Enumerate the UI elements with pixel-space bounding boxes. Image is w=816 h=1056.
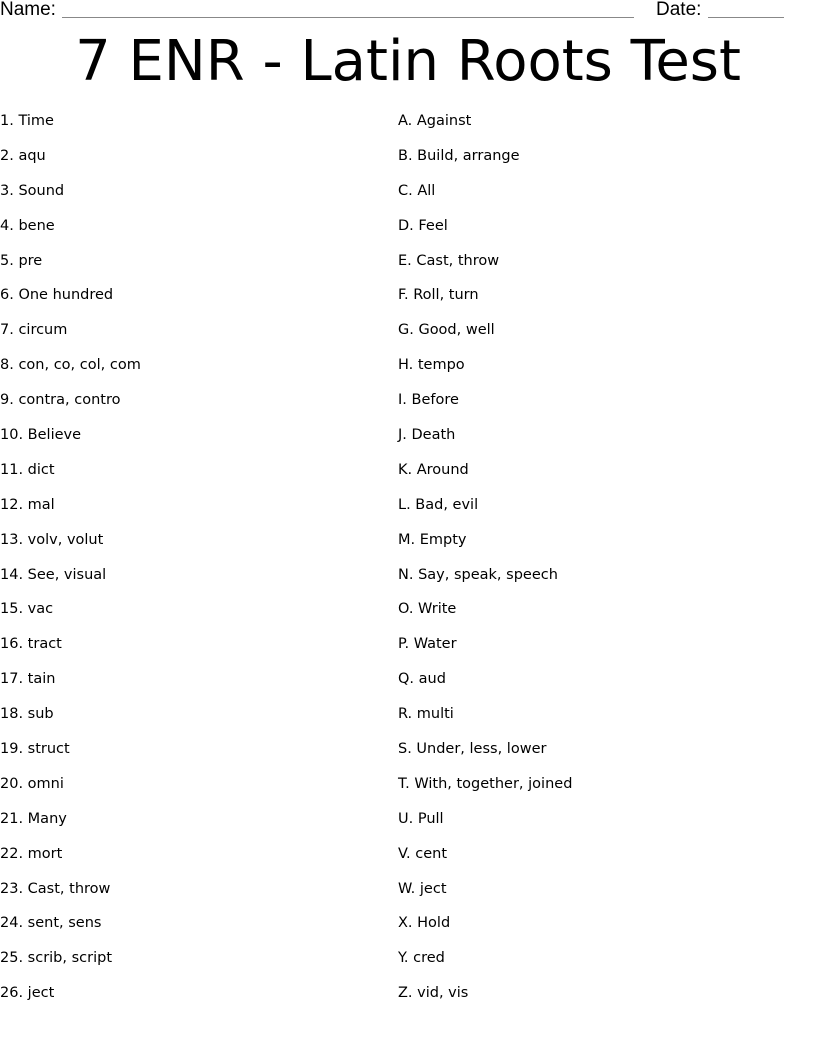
name-label: Name:	[0, 0, 56, 20]
answer-item: Z. vid, vis	[398, 985, 469, 1002]
question-item: 10. Believe	[0, 427, 82, 444]
answer-item: N. Say, speak, speech	[398, 566, 558, 583]
question-item: 2. aqu	[0, 147, 46, 164]
date-blank-line[interactable]	[708, 17, 784, 18]
answer-item: X. Hold	[398, 915, 451, 932]
answer-item: K. Around	[398, 461, 469, 478]
question-item: 3. Sound	[0, 182, 65, 199]
answer-item: S. Under, less, lower	[398, 741, 547, 758]
question-item: 15. vac	[0, 601, 54, 618]
answer-item: T. With, together, joined	[398, 775, 573, 792]
question-item: 22. mort	[0, 845, 63, 862]
question-item: 4. bene	[0, 217, 55, 234]
question-item: 13. volv, volut	[0, 531, 104, 548]
question-item: 9. contra, contro	[0, 392, 121, 409]
date-label: Date:	[656, 0, 702, 20]
answer-item: Q. aud	[398, 671, 446, 688]
page-title: 7 ENR - Latin Roots Test	[75, 29, 741, 94]
answer-item: C. All	[398, 182, 436, 199]
answer-item: E. Cast, throw	[398, 252, 500, 269]
answer-item: W. ject	[398, 880, 447, 897]
answer-item: J. Death	[398, 427, 456, 444]
header	[0, 0, 816, 24]
answer-item: O. Write	[398, 601, 457, 618]
question-item: 1. Time	[0, 113, 54, 129]
question-item: 21. Many	[0, 810, 67, 827]
question-item: 19. struct	[0, 741, 70, 758]
question-item: 11. dict	[0, 461, 55, 478]
questions-list	[0, 109, 390, 1016]
question-item: 18. sub	[0, 706, 54, 723]
question-item: 5. pre	[0, 252, 43, 269]
answers-list	[398, 109, 808, 1016]
answer-item: F. Roll, turn	[398, 287, 479, 304]
answer-item: U. Pull	[398, 810, 444, 827]
answer-item: B. Build, arrange	[398, 147, 520, 164]
answer-item: M. Empty	[398, 531, 467, 548]
question-item: 25. scrib, script	[0, 950, 113, 967]
answer-item: D. Feel	[398, 217, 448, 234]
answer-item: Y. cred	[398, 950, 445, 967]
answer-item: P. Water	[398, 636, 457, 653]
question-item: 24. sent, sens	[0, 915, 102, 932]
question-item: 7. circum	[0, 322, 68, 339]
answer-item: V. cent	[398, 845, 448, 862]
question-item: 6. One hundred	[0, 287, 114, 304]
question-item: 26. ject	[0, 985, 55, 1002]
answer-item: G. Good, well	[398, 322, 495, 339]
question-item: 16. tract	[0, 636, 62, 653]
question-item: 17. tain	[0, 671, 56, 688]
answer-item: H. tempo	[398, 357, 465, 374]
question-item: 23. Cast, throw	[0, 880, 111, 897]
answer-item: L. Bad, evil	[398, 496, 479, 513]
name-blank-line[interactable]	[62, 17, 634, 18]
answer-item: I. Before	[398, 392, 459, 409]
question-item: 8. con, co, col, com	[0, 357, 141, 374]
question-item: 14. See, visual	[0, 566, 107, 583]
answer-item: R. multi	[398, 706, 454, 723]
answer-item: A. Against	[398, 113, 472, 129]
question-item: 20. omni	[0, 775, 64, 792]
question-item: 12. mal	[0, 496, 55, 513]
